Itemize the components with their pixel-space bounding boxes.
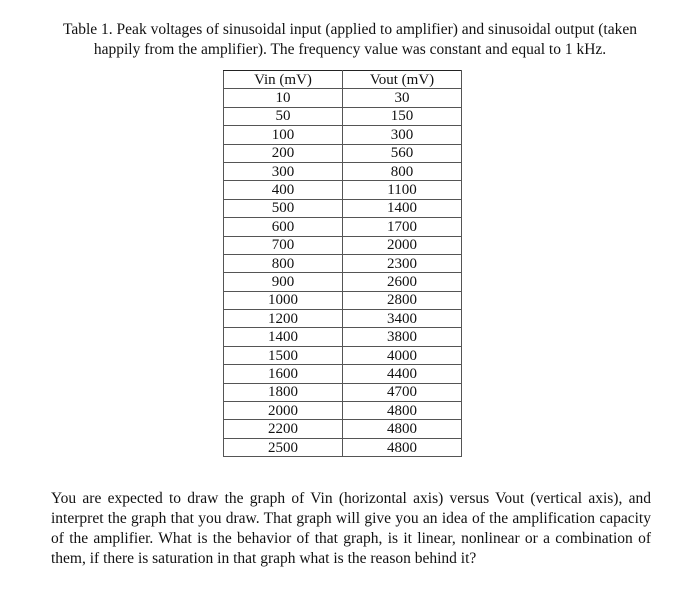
table-row bbox=[224, 126, 462, 144]
table-row bbox=[224, 328, 462, 346]
vin-cell: 500 bbox=[224, 199, 343, 217]
vout-cell: 300 bbox=[343, 126, 462, 144]
vin-cell: 10 bbox=[224, 89, 343, 107]
question-paragraph: You are expected to draw the graph of Vin (horizontal axis) versus Vout (vertical axis), and interpret the graph that you draw. That graph will give you an idea of the amplification capacity of the amplifier. What is the behavior of that graph, is it linear, nonlinear or a combination of them, if there is saturation in that graph what is the reason behind it? bbox=[51, 490, 651, 567]
vin-cell: 2000 bbox=[224, 402, 343, 420]
vin-cell: 600 bbox=[224, 218, 343, 236]
table-row bbox=[224, 107, 462, 125]
vout-cell: 30 bbox=[343, 89, 462, 107]
vin-cell: 2200 bbox=[224, 420, 343, 438]
table-row bbox=[224, 346, 462, 364]
table-caption: Table 1. Peak voltages of sinusoidal input (applied to amplifier) and sinusoidal output (taken happily from the amplifier). The frequency value was constant and equal to 1 kHz. bbox=[62, 21, 637, 58]
vin-cell: 800 bbox=[224, 254, 343, 272]
vin-cell: 1500 bbox=[224, 346, 343, 364]
vout-cell: 4400 bbox=[343, 365, 462, 383]
table-row bbox=[224, 181, 462, 199]
table-row bbox=[224, 310, 462, 328]
table-row bbox=[224, 383, 462, 401]
vin-cell: 1600 bbox=[224, 365, 343, 383]
table-row bbox=[224, 291, 462, 309]
table-row bbox=[224, 144, 462, 162]
vout-cell: 150 bbox=[343, 107, 462, 125]
table-row bbox=[224, 89, 462, 107]
table-row bbox=[224, 273, 462, 291]
vout-cell: 2300 bbox=[343, 254, 462, 272]
vout-cell: 3400 bbox=[343, 310, 462, 328]
column-header-vout: Vout (mV) bbox=[343, 71, 462, 89]
vout-cell: 4800 bbox=[343, 438, 462, 456]
vin-cell: 1800 bbox=[224, 383, 343, 401]
vout-cell: 4000 bbox=[343, 346, 462, 364]
vout-cell: 800 bbox=[343, 162, 462, 180]
vin-cell: 1000 bbox=[224, 291, 343, 309]
table-body bbox=[224, 89, 462, 457]
vout-cell: 2800 bbox=[343, 291, 462, 309]
vout-cell: 560 bbox=[343, 144, 462, 162]
table-row bbox=[224, 438, 462, 456]
vout-cell: 1100 bbox=[343, 181, 462, 199]
table-header-row bbox=[224, 71, 462, 89]
vout-cell: 1400 bbox=[343, 199, 462, 217]
vin-cell: 100 bbox=[224, 126, 343, 144]
table-row bbox=[224, 199, 462, 217]
table-row bbox=[224, 402, 462, 420]
table-row bbox=[224, 162, 462, 180]
vin-cell: 400 bbox=[224, 181, 343, 199]
table-row bbox=[224, 420, 462, 438]
vout-cell: 4700 bbox=[343, 383, 462, 401]
table-row bbox=[224, 218, 462, 236]
vin-cell: 1400 bbox=[224, 328, 343, 346]
vout-cell: 3800 bbox=[343, 328, 462, 346]
vout-cell: 4800 bbox=[343, 420, 462, 438]
vin-cell: 50 bbox=[224, 107, 343, 125]
vin-cell: 700 bbox=[224, 236, 343, 254]
table-row bbox=[224, 236, 462, 254]
table-row bbox=[224, 365, 462, 383]
data-table-container bbox=[223, 70, 462, 457]
vin-cell: 200 bbox=[224, 144, 343, 162]
vin-cell: 900 bbox=[224, 273, 343, 291]
vout-cell: 1700 bbox=[343, 218, 462, 236]
vin-cell: 2500 bbox=[224, 438, 343, 456]
vout-cell: 2600 bbox=[343, 273, 462, 291]
voltage-table bbox=[223, 70, 462, 457]
column-header-vin: Vin (mV) bbox=[224, 71, 343, 89]
table-row bbox=[224, 254, 462, 272]
vin-cell: 1200 bbox=[224, 310, 343, 328]
vin-cell: 300 bbox=[224, 162, 343, 180]
vout-cell: 2000 bbox=[343, 236, 462, 254]
vout-cell: 4800 bbox=[343, 402, 462, 420]
